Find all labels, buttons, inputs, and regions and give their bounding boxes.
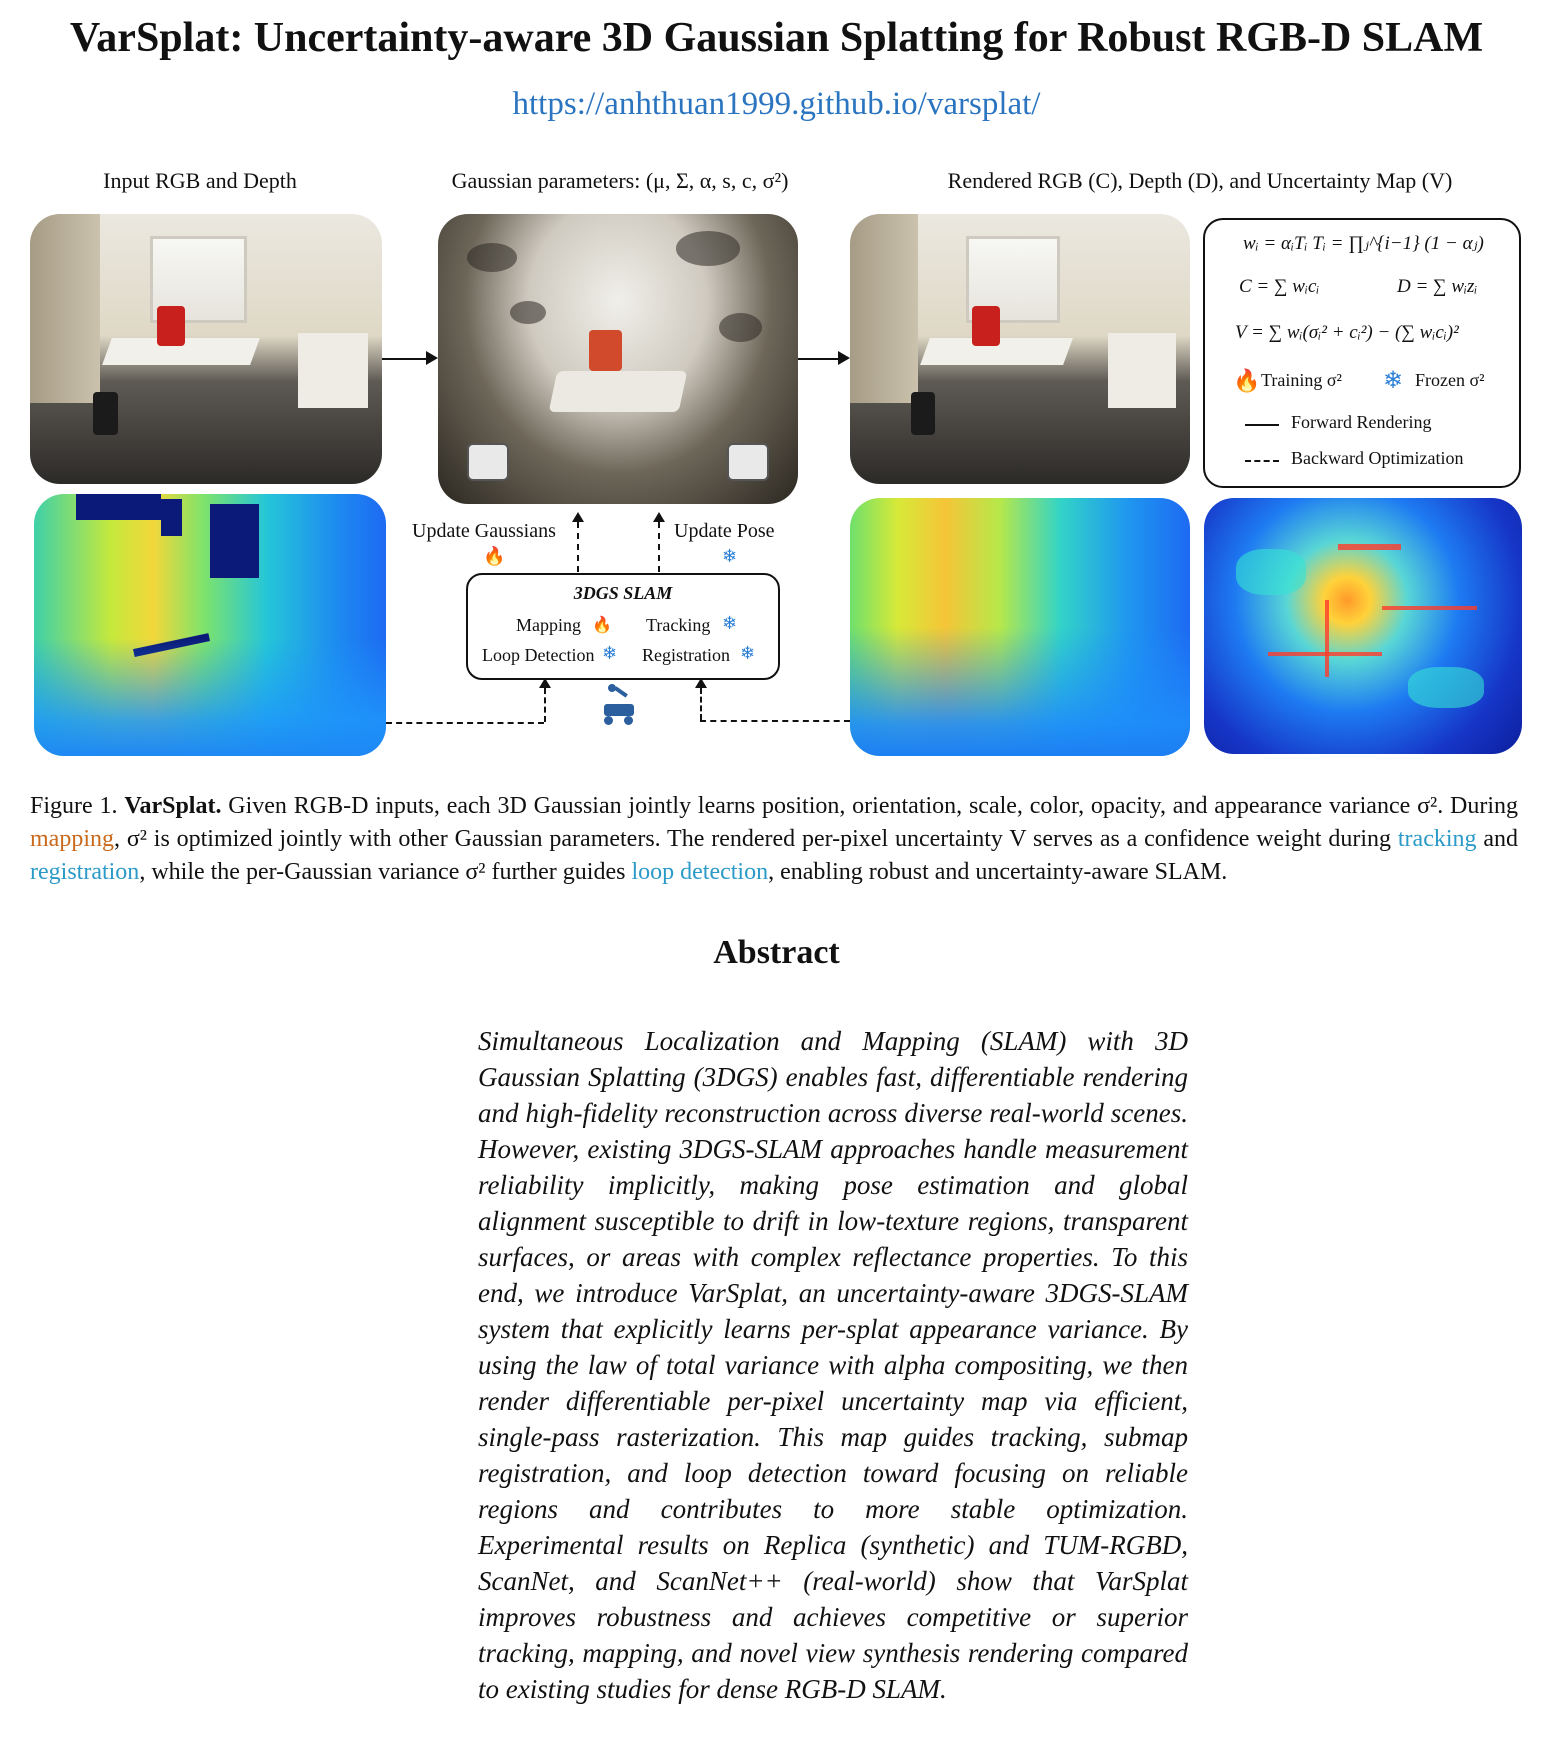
input-depth-image bbox=[34, 494, 386, 756]
project-url-link[interactable]: https://anhthuan1999.github.io/varsplat/ bbox=[512, 86, 1041, 122]
slam-box bbox=[466, 573, 780, 680]
slam-registration: Registration bbox=[642, 645, 730, 665]
solid-line-icon bbox=[1245, 424, 1279, 426]
legend-frozen: Frozen σ² bbox=[1415, 370, 1485, 390]
legend-box bbox=[1203, 218, 1521, 488]
rendered-rgb-image bbox=[850, 214, 1190, 484]
caption-loop-detection-link[interactable]: loop detection bbox=[631, 859, 769, 885]
legend-depth-equation: D = ∑ wᵢzᵢ bbox=[1397, 276, 1478, 297]
snowflake-icon: ❄ bbox=[602, 643, 618, 663]
abstract-heading: Abstract bbox=[713, 934, 840, 971]
slam-title: 3DGS SLAM bbox=[573, 583, 673, 603]
snowflake-icon: ❄ bbox=[722, 613, 738, 633]
fire-icon: 🔥 bbox=[483, 546, 506, 566]
caption-mapping-link[interactable]: mapping bbox=[30, 826, 114, 852]
header-rendered: Rendered RGB (C), Depth (D), and Uncertainty Map (V) bbox=[947, 168, 1453, 193]
snowflake-icon: ❄ bbox=[740, 643, 756, 663]
slam-mapping: Mapping bbox=[516, 615, 581, 635]
caption-text: , enabling robust and uncertainty-aware SLAM. bbox=[768, 859, 1228, 885]
legend-variance-equation: V = ∑ wᵢ(σᵢ² + cᵢ²) − (∑ wᵢcᵢ)² bbox=[1235, 322, 1459, 343]
caption-text: , σ² is optimized jointly with other Gaussian parameters. The rendered per-pixel uncertainty V serves as a confidence weight during bbox=[114, 826, 1398, 852]
fire-icon: 🔥 bbox=[592, 617, 612, 634]
caption-bold: VarSplat. bbox=[124, 793, 222, 819]
caption-tracking-link[interactable]: tracking bbox=[1397, 826, 1477, 852]
input-rgb-image bbox=[30, 214, 382, 484]
legend-weight-equation: wᵢ = αᵢTᵢ Tᵢ = ∏ⱼ^{i−1} (1 − αⱼ) bbox=[1243, 233, 1484, 254]
legend-forward: Forward Rendering bbox=[1291, 412, 1432, 432]
caption-text: and bbox=[1476, 826, 1518, 852]
abstract-body: Simultaneous Localization and Mapping (SLAM) with 3D Gaussian Splatting (3DGS) enables fast, differentiable rendering and high-fidelity reconstruction across diverse real-world scenes. However, existing 3DGS-SLAM approaches handle measurement reliability implicitly, making pose estimation and global alignment susceptible to drift in low-texture regions, transparent surfaces, or areas with complex reflectance properties. To this end, we introduce VarSplat, an uncertainty-aware 3DGS-SLAM system that explicitly learns per-splat appearance variance. By using the law of total variance with alpha compositing, we then render differentiable per-pixel uncertainty map via efficient, single-pass rasterization. This map guides tracking, submap registration, and loop detection toward focusing on reliable regions and contributes to more stable optimization. Experimental results on Replica (synthetic) and TUM-RGBD, ScanNet, and ScanNet++ (real-world) show that VarSplat improves robustness and achieves competitive or superior tracking, mapping, and novel view synthesis rendering compared to existing studies for dense RGB-D SLAM. bbox=[478, 1026, 1188, 1704]
uncertainty-map-image bbox=[1204, 498, 1522, 754]
figure-caption bbox=[30, 790, 1518, 889]
legend-training: Training σ² bbox=[1261, 370, 1342, 390]
fire-icon: 🔥 bbox=[1233, 368, 1261, 393]
snowflake-icon: ❄ bbox=[722, 546, 738, 566]
robot-icon bbox=[602, 684, 636, 726]
caption-registration-link[interactable]: registration bbox=[30, 859, 140, 885]
camera-right-icon bbox=[727, 443, 769, 481]
snowflake-icon: ❄ bbox=[1383, 368, 1404, 394]
header-input: Input RGB and Depth bbox=[103, 168, 297, 193]
dashed-line-icon bbox=[1245, 460, 1279, 462]
update-gaussians-label: Update Gaussians bbox=[412, 520, 556, 542]
caption-text: Given RGB-D inputs, each 3D Gaussian jointly learns position, orientation, scale, color, opacity, and appearance variance σ². During bbox=[221, 793, 1519, 819]
camera-left-icon bbox=[467, 443, 509, 481]
rendered-depth-image bbox=[850, 498, 1190, 756]
update-pose-label: Update Pose bbox=[674, 520, 775, 542]
slam-loop-detection: Loop Detection bbox=[482, 645, 595, 665]
header-gaussian: Gaussian parameters: (μ, Σ, α, s, c, σ²) bbox=[451, 168, 789, 193]
caption-text: , while the per-Gaussian variance σ² further guides bbox=[139, 859, 632, 885]
slam-tracking: Tracking bbox=[646, 615, 711, 635]
legend-color-equation: C = ∑ wᵢcᵢ bbox=[1239, 276, 1320, 297]
gaussian-splat-image bbox=[438, 214, 798, 504]
paper-title: VarSplat: Uncertainty-aware 3D Gaussian Splatting for Robust RGB-D SLAM bbox=[69, 15, 1484, 61]
legend-backward: Backward Optimization bbox=[1291, 448, 1464, 468]
caption-label: Figure 1. bbox=[30, 793, 118, 819]
